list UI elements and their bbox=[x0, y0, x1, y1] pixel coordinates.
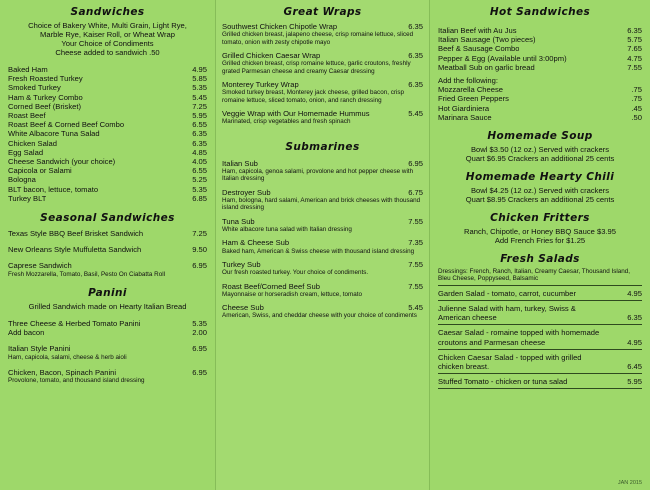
menu-item bbox=[8, 120, 207, 129]
panini-title: Panini bbox=[88, 287, 127, 300]
item-description: White albacore tuna salad with Italian dressing bbox=[222, 225, 352, 233]
item-name: Chicken, Bacon, Spinach Panini bbox=[8, 368, 117, 378]
item-price: 6.95 bbox=[192, 261, 207, 271]
item-description: Grilled chicken breast, crisp romaine lettuce, garlic croutons, freshly grated Parmesan cheese and creamy Caesar dressing bbox=[222, 60, 411, 75]
addons-label: Add the following: bbox=[438, 76, 498, 86]
item-price: 6.35 bbox=[192, 129, 207, 139]
menu-item bbox=[438, 94, 642, 103]
menu-item bbox=[8, 194, 207, 203]
item-name: Stuffed Tomato - chicken or tuna salad bbox=[438, 377, 568, 387]
item-description: American, Swiss, and cheddar cheese with your choice of condiments bbox=[222, 312, 417, 320]
item-description: Marinated, crisp vegetables and fresh spinach bbox=[222, 118, 351, 126]
item-name: Mozzarella Cheese bbox=[438, 85, 503, 95]
item-description: Smoked turkey breast, Monterey jack cheese, grilled bacon, crisp romaine lettuce, sliced tomato, onion, and ranch dressing bbox=[222, 89, 404, 104]
item-price: 5.35 bbox=[192, 83, 207, 93]
item-description: Baked ham, American & Swiss cheese with thousand island dressing bbox=[222, 247, 415, 255]
item-name: BLT bacon, lettuce, tomato bbox=[8, 184, 99, 194]
item-price: 7.35 bbox=[408, 238, 423, 248]
item-price: 5.85 bbox=[192, 74, 207, 84]
fritters-line-2: Add French Fries for $1.25 bbox=[494, 236, 586, 246]
item-name: Italian Beef with Au Jus bbox=[438, 26, 517, 35]
item-price: 7.55 bbox=[408, 281, 423, 291]
item-name: Baked Ham bbox=[8, 65, 48, 74]
item-name: Turkey BLT bbox=[8, 193, 47, 203]
sandwiches-title: Sandwiches bbox=[70, 6, 145, 18]
sandwiches-intro-3: Your Choice of Condiments bbox=[61, 39, 154, 48]
item-price: 6.35 bbox=[408, 80, 423, 90]
menu-item bbox=[222, 260, 423, 269]
menu-item bbox=[8, 185, 207, 194]
menu-item bbox=[438, 377, 642, 386]
menu-item bbox=[222, 303, 423, 312]
item-price: 5.95 bbox=[627, 377, 642, 387]
menu-item-continued bbox=[438, 338, 642, 347]
item-price: 2.00 bbox=[192, 328, 207, 338]
item-description: Ham, capicola, genoa salami, provolone and hot pepper cheese with Italian dressing bbox=[222, 167, 414, 183]
item-name: Destroyer Sub bbox=[222, 187, 271, 197]
item-name: Texas Style BBQ Beef Brisket Sandwich bbox=[8, 229, 144, 239]
item-price: 6.55 bbox=[192, 120, 207, 130]
soup-title: Homemade Soup bbox=[487, 130, 593, 143]
menu-item bbox=[8, 328, 207, 337]
item-name: Caprese Sandwich bbox=[8, 261, 72, 271]
item-price: 4.05 bbox=[192, 157, 207, 167]
divider bbox=[438, 373, 642, 374]
item-price: 5.95 bbox=[192, 111, 207, 121]
item-price: 7.25 bbox=[192, 229, 207, 239]
menu-item-continued bbox=[438, 362, 642, 371]
menu-item bbox=[438, 289, 642, 298]
divider bbox=[438, 300, 642, 301]
item-name: Veggie Wrap with Our Homemade Hummus bbox=[222, 109, 370, 119]
item-price: 4.95 bbox=[627, 337, 642, 347]
item-name: Cheese Sub bbox=[222, 303, 264, 313]
item-price: 6.85 bbox=[192, 193, 207, 203]
item-name: Add bacon bbox=[8, 328, 45, 338]
menu-item bbox=[438, 44, 642, 53]
item-name: Fried Green Peppers bbox=[438, 94, 509, 104]
item-name: Ham & Cheese Sub bbox=[222, 238, 290, 248]
item-price: 4.75 bbox=[627, 53, 642, 63]
item-price: .45 bbox=[631, 103, 642, 113]
item-name: Italian Sub bbox=[222, 158, 258, 168]
menu-item bbox=[438, 35, 642, 44]
item-price: .75 bbox=[631, 85, 642, 95]
item-name: Pepper & Egg (Available until 3:00pm) bbox=[438, 53, 567, 63]
item-price: 6.95 bbox=[192, 368, 207, 378]
soup-line-1: Bowl $3.50 (12 oz.) Served with crackers bbox=[470, 145, 609, 155]
item-price: 5.45 bbox=[408, 109, 423, 119]
menu-item bbox=[438, 63, 642, 72]
menu-item bbox=[8, 83, 207, 92]
item-price: 6.35 bbox=[192, 138, 207, 148]
item-price: 5.45 bbox=[408, 303, 423, 313]
item-name: Roast Beef & Corned Beef Combo bbox=[8, 120, 125, 130]
item-name: Meatball Sub on garlic bread bbox=[438, 62, 535, 72]
item-price: 5.25 bbox=[192, 175, 207, 185]
item-name: Italian Style Panini bbox=[8, 344, 71, 354]
menu-item bbox=[8, 129, 207, 138]
soup-line-2: Quart $6.95 Crackers an additional 25 cents bbox=[465, 154, 615, 164]
item-price: 7.65 bbox=[627, 44, 642, 54]
item-name: Roast Beef/Corned Beef Sub bbox=[222, 281, 320, 291]
menu-item bbox=[8, 166, 207, 175]
fritters-title: Chicken Fritters bbox=[490, 212, 590, 225]
item-price: 6.55 bbox=[192, 166, 207, 176]
addon-list bbox=[438, 85, 642, 122]
menu-item bbox=[438, 26, 642, 35]
item-name: Southwest Chicken Chipotle Wrap bbox=[222, 22, 338, 31]
menu-item bbox=[438, 85, 642, 94]
menu-item bbox=[8, 74, 207, 83]
item-description: Ham, capicola, salami, cheese & herb aioli bbox=[8, 353, 127, 361]
item-price: 6.35 bbox=[408, 22, 423, 31]
item-price bbox=[640, 328, 642, 337]
wraps-title: Great Wraps bbox=[283, 6, 362, 18]
item-name: Bologna bbox=[8, 175, 36, 185]
item-name: Monterey Turkey Wrap bbox=[222, 80, 299, 90]
divider bbox=[438, 285, 642, 286]
item-name: New Orleans Style Muffuletta Sandwich bbox=[8, 245, 142, 255]
item-price: 5.75 bbox=[627, 35, 642, 45]
item-name: Ham & Turkey Combo bbox=[8, 92, 83, 102]
menu-item bbox=[438, 113, 642, 122]
item-price: 4.95 bbox=[627, 288, 642, 298]
item-description: Grilled chicken breast, jalapeno cheese, crisp romaine lettuce, sliced tomato, onion with zesty chipotle mayo bbox=[222, 31, 414, 46]
chili-title: Homemade Hearty Chili bbox=[465, 171, 615, 184]
menu-item bbox=[438, 104, 642, 113]
item-price: 6.75 bbox=[408, 187, 423, 197]
sandwiches-intro-2: Marble Rye, Kaiser Roll, or Wheat Wrap bbox=[40, 30, 175, 39]
menu-item bbox=[8, 157, 207, 166]
salads-title: Fresh Salads bbox=[500, 253, 580, 266]
menu-item bbox=[8, 102, 207, 111]
item-price: 7.55 bbox=[408, 216, 423, 226]
menu-item bbox=[438, 54, 642, 63]
item-price: 6.45 bbox=[627, 362, 642, 372]
chili-line-2: Quart $8.95 Crackers an additional 25 cents bbox=[465, 195, 615, 205]
item-price: 5.35 bbox=[192, 184, 207, 194]
divider bbox=[438, 349, 642, 350]
item-description: Our fresh roasted turkey. Your choice of condiments. bbox=[222, 269, 369, 277]
item-price: 7.55 bbox=[627, 62, 642, 72]
menu-item bbox=[438, 304, 642, 313]
item-price: .75 bbox=[631, 94, 642, 104]
menu-item bbox=[8, 245, 207, 254]
divider bbox=[438, 388, 642, 389]
menu-item bbox=[222, 282, 423, 291]
wrap-list bbox=[222, 22, 423, 131]
hot-title: Hot Sandwiches bbox=[489, 6, 591, 18]
menu-item bbox=[222, 188, 423, 197]
subs-title: Submarines bbox=[285, 140, 360, 153]
menu-item bbox=[8, 319, 207, 328]
item-name: Italian Sausage (Two pieces) bbox=[438, 35, 536, 45]
item-price: 9.50 bbox=[192, 245, 207, 255]
item-name: Marinara Sauce bbox=[438, 112, 492, 122]
menu-item bbox=[222, 22, 423, 31]
menu-item bbox=[222, 80, 423, 89]
menu-item bbox=[222, 217, 423, 226]
menu-item bbox=[8, 139, 207, 148]
item-price: 5.35 bbox=[192, 319, 207, 329]
item-name: Three Cheese & Herbed Tomato Panini bbox=[8, 319, 141, 329]
menu-item bbox=[8, 93, 207, 102]
item-name: Grilled Chicken Caesar Wrap bbox=[222, 51, 321, 61]
item-name: Beef & Sausage Combo bbox=[438, 44, 520, 54]
sandwiches-intro-1: Choice of Bakery White, Multi Grain, Light Rye, bbox=[28, 21, 187, 30]
item-name: Turkey Sub bbox=[222, 259, 261, 269]
item-price: 6.95 bbox=[408, 158, 423, 168]
menu-item bbox=[8, 368, 207, 377]
menu-item bbox=[8, 65, 207, 74]
menu-item-continued bbox=[438, 313, 642, 322]
menu-item bbox=[8, 344, 207, 353]
menu-item bbox=[222, 159, 423, 168]
item-name: Capicola or Salami bbox=[8, 166, 72, 176]
item-name: White Albacore Tuna Salad bbox=[8, 129, 100, 139]
column-middle bbox=[215, 0, 430, 490]
item-name-continued: American cheese bbox=[438, 313, 497, 323]
menu-item bbox=[438, 328, 642, 337]
column-right bbox=[430, 0, 650, 490]
item-price: 6.35 bbox=[408, 51, 423, 61]
chili-line-1: Bowl $4.25 (12 oz.) Served with crackers bbox=[470, 186, 609, 196]
fritters-line-1: Ranch, Chipotle, or Honey BBQ Sauce $3.95 bbox=[464, 227, 616, 237]
item-name: Roast Beef bbox=[8, 111, 46, 121]
seasonal-title: Seasonal Sandwiches bbox=[40, 212, 175, 225]
item-name-continued: chicken breast. bbox=[438, 362, 490, 372]
item-price: .50 bbox=[631, 112, 642, 122]
menu-item bbox=[438, 353, 642, 362]
item-price: 7.55 bbox=[408, 259, 423, 269]
item-name: Cheese Sandwich (your choice) bbox=[8, 157, 116, 167]
menu-item bbox=[8, 111, 207, 120]
menu-item bbox=[8, 261, 207, 270]
menu-item bbox=[222, 238, 423, 247]
item-name: Egg Salad bbox=[8, 147, 44, 157]
menu-item bbox=[8, 175, 207, 184]
item-price: 7.25 bbox=[192, 101, 207, 111]
item-name: Julienne Salad with ham, turkey, Swiss & bbox=[438, 304, 576, 314]
item-description: Provolone, tomato, and thousand island dressing bbox=[8, 377, 145, 385]
salad-dressings: Dressings: French, Ranch, Italian, Creamy Caesar, Thousand Island, Bleu Cheese, Poppyseed, Balsamic bbox=[438, 268, 631, 283]
item-price: 5.45 bbox=[192, 92, 207, 102]
item-price bbox=[640, 353, 642, 362]
sandwiches-intro-4: Cheese added to sandwich .50 bbox=[55, 48, 160, 57]
item-name-continued: croutons and Parmesan cheese bbox=[438, 337, 546, 347]
divider bbox=[438, 324, 642, 325]
item-name: Caesar Salad - romaine topped with homemade bbox=[438, 328, 600, 338]
item-price: 4.95 bbox=[192, 65, 207, 74]
item-name: Chicken Salad bbox=[8, 138, 57, 148]
menu-item bbox=[222, 109, 423, 118]
item-name: Tuna Sub bbox=[222, 216, 255, 226]
menu-item bbox=[8, 229, 207, 238]
item-name: Garden Salad - tomato, carrot, cucumber bbox=[438, 288, 577, 298]
panini-intro: Grilled Sandwich made on Hearty Italian Bread bbox=[28, 302, 187, 312]
menu-item bbox=[222, 51, 423, 60]
item-price: 4.85 bbox=[192, 147, 207, 157]
item-name: Fresh Roasted Turkey bbox=[8, 74, 83, 84]
item-name: Corned Beef (Brisket) bbox=[8, 101, 82, 111]
sandwich-list bbox=[8, 65, 207, 203]
item-name: Smoked Turkey bbox=[8, 83, 61, 93]
column-left bbox=[0, 0, 215, 490]
item-price: 6.35 bbox=[627, 313, 642, 323]
date-stamp: JAN 2015 bbox=[617, 480, 642, 486]
item-price bbox=[640, 304, 642, 313]
salad-list bbox=[438, 289, 642, 390]
item-price: 6.35 bbox=[627, 26, 642, 35]
item-name: Chicken Caesar Salad - topped with grilled bbox=[438, 352, 582, 362]
item-description: Fresh Mozzarella, Tomato, Basil, Pesto On Ciabatta Roll bbox=[8, 270, 166, 278]
sub-list bbox=[222, 159, 423, 325]
item-description: Mayonnaise or horseradish cream, lettuce, tomato bbox=[222, 290, 362, 298]
menu-item bbox=[8, 148, 207, 157]
hot-list bbox=[438, 26, 642, 72]
item-description: Ham, bologna, hard salami, American and brick cheeses with thousand island dressing bbox=[222, 196, 421, 212]
item-name: Hot Giardiniera bbox=[438, 103, 490, 113]
item-price: 6.95 bbox=[192, 344, 207, 354]
